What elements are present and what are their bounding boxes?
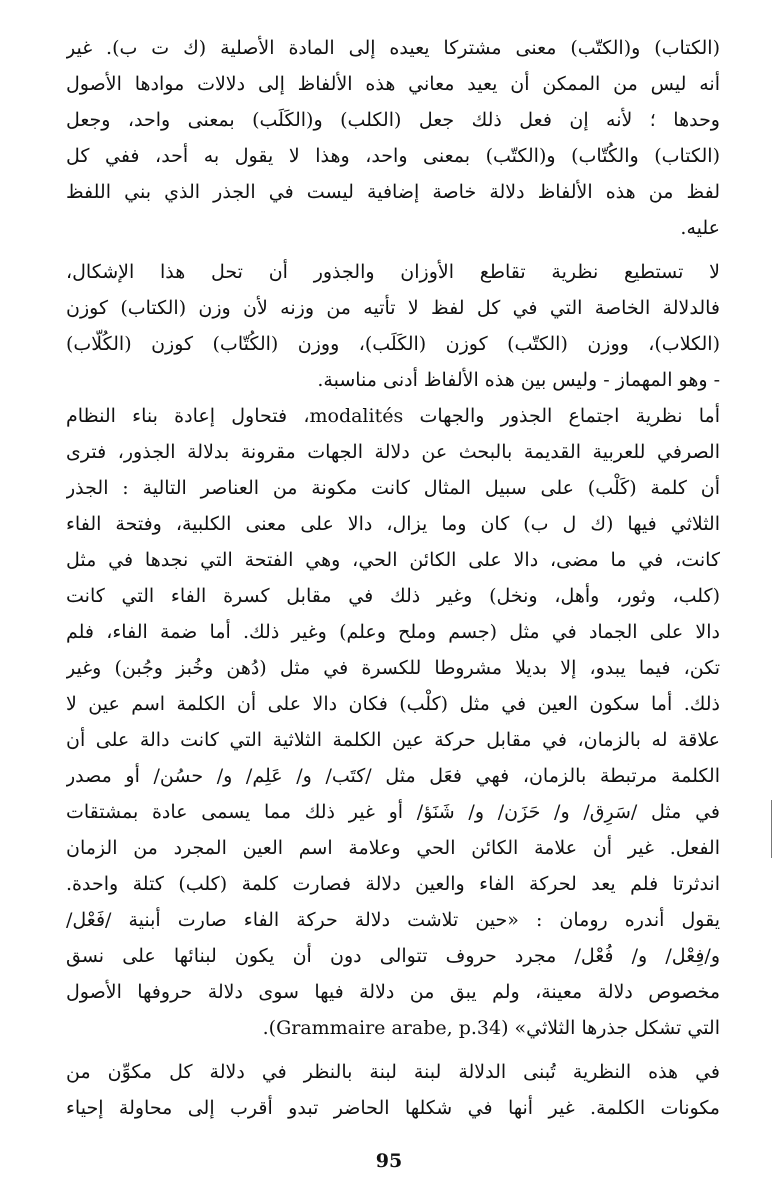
- page-number: 95: [375, 1150, 403, 1172]
- margin-mark: [771, 800, 772, 858]
- text-line: في هذه النظرية تُبنى الدلالة لبنة لبنة بالنظر في دلالة كل مكوِّن من: [66, 1061, 720, 1083]
- text-line: (الكتاب) و(الكتّب) معنى مشتركا يعيده إلى المادة الأصلية (ك ت ب). غير: [66, 37, 720, 59]
- text-line: كانت، في ما مضى، دالا على الكائن الحي، وهي الفتحة التي نجدها في مثل: [66, 549, 720, 571]
- page-body: [66, 30, 720, 1126]
- text-line: الكلمة مرتبطة بالزمان، فهي فعَل مثل /كتَب/ و/ عَلِم/ و/ حسُن/ أو مصدر: [66, 765, 720, 787]
- text-line: دالا على الجماد في مثل (جسم وملح وعلم) وغير ذلك. أما ضمة الفاء، فلم: [66, 621, 720, 643]
- text-line: أنه ليس من الممكن أن يعيد معاني هذه الألفاظ إلى دلالات موادها الأصول: [66, 73, 720, 95]
- text-line: فالدلالة الخاصة التي في كل لفظ لا تأتيه من وزنه لأن وزن (الكتاب) كوزن: [66, 297, 720, 319]
- text-line: ذلك. أما سكون العين في مثل (كلْب) فكان دالا على أن الكلمة اسم عين لا: [66, 693, 720, 715]
- text-line: (الكتاب) والكُتّاب) و(الكتّب) بمعنى واحد، وهذا لا يقول به أحد، ففي كل: [66, 145, 720, 167]
- text-line: التي تشكل جذرها الثلاثي» (Grammaire arabe, p.34).: [262, 1017, 720, 1039]
- text-line: عليه.: [680, 217, 720, 239]
- text-line: و/فِعْل/ و/ فُعْل/ مجرد حروف تتوالى دون أن يكون لبنائها على نسق: [66, 945, 720, 967]
- text-line: الفعل. غير أن علامة الكائن الحي وعلامة اسم العين المجرد من الزمان: [66, 837, 720, 859]
- text-line: علاقة له بالزمان، في مقابل حركة عين الكلمة الثلاثية التي كانت دالة على أن: [66, 729, 720, 751]
- text-line: الصرفي للعربية القديمة بالبحث عن دلالة الجهات مقرونة بدلالة الجذور، فترى: [66, 441, 720, 463]
- text-line: لفظ من هذه الألفاظ دلالة خاصة إضافية ليست في الجذر الذي بني اللفظ: [66, 181, 720, 203]
- text-line: مخصوص دلالة معينة، ولم يبق من دلالة فيها سوى دلالة حروفها الأصول: [66, 981, 720, 1003]
- text-line: (الكلاب)، ووزن (الكتّب) كوزن (الكَلَب)، ووزن (الكُتّاب) كوزن (الكُلّاب): [66, 333, 720, 355]
- text-line: - وهو المهماز - وليس بين هذه الألفاظ أدنى مناسبة.: [317, 369, 720, 391]
- text-line: اندثرتا فلم يعد لحركة الفاء والعين دلالة فصارت كلمة (كلب) كتلة واحدة.: [66, 873, 720, 895]
- text-line: وحدها ؛ لأنه إن فعل ذلك جعل (الكلب) و(الكَلَب) بمعنى واحد، وجعل: [66, 109, 720, 131]
- text-line: مكونات الكلمة. غير أنها في شكلها الحاضر تبدو أقرب إلى محاولة إحياء: [66, 1097, 720, 1119]
- text-line: تكن، فيما يبدو، إلا بديلا مشروطا للكسرة في مثل (دُهن وخُبز وجُبن) وغير: [66, 657, 720, 679]
- text-line: أن كلمة (كَلْب) على سبيل المثال كانت مكونة من العناصر التالية : الجذر: [66, 477, 720, 499]
- text-line: أما نظرية اجتماع الجذور والجهات modalités، فتحاول إعادة بناء النظام: [66, 405, 720, 427]
- text-line: (كلب، وثور، وأهل، ونخل) وغير ذلك في مقابل كسرة الفاء التي كانت: [66, 585, 720, 607]
- text-line: الثلاثي فيها (ك ل ب) كان وما يزال، دالا على معنى الكلبية، وفتحة الفاء: [66, 513, 720, 535]
- text-line: لا تستطيع نظرية تقاطع الأوزان والجذور أن تحل هذا الإشكال،: [66, 261, 720, 283]
- text-line: يقول أندره رومان : «حين تلاشت دلالة حركة الفاء صارت أبنية /فَعْل/: [66, 909, 720, 931]
- text-line: في مثل /سَرِق/ و/ حَزَن/ و/ شَنَؤ/ أو غير ذلك مما يسمى عادة بمشتقات: [66, 801, 720, 823]
